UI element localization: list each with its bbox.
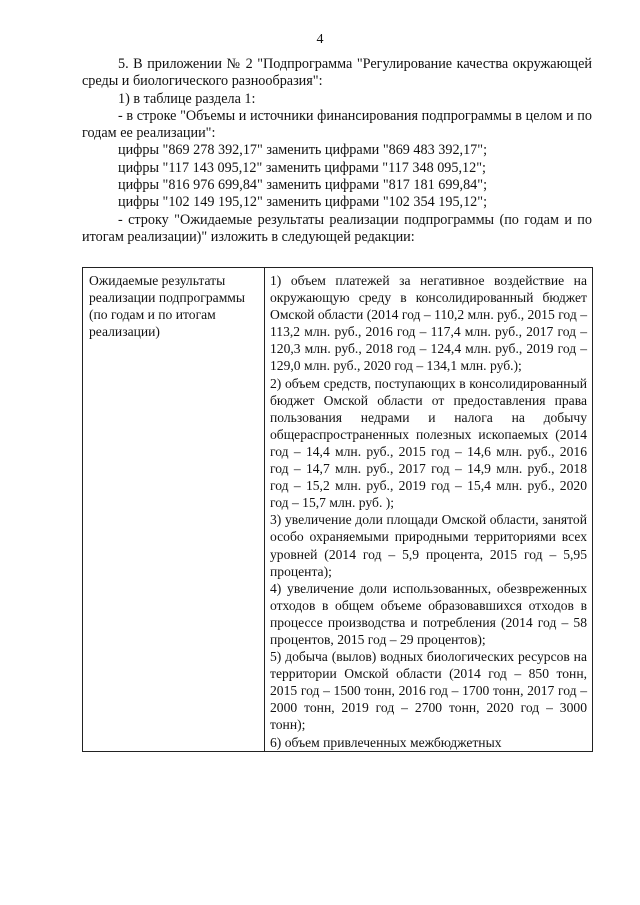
- results-cell: [265, 268, 593, 752]
- row-label-cell: [83, 268, 265, 752]
- replacement-line: цифры "816 976 699,84" заменить цифрами "817 181 699,84";: [118, 177, 488, 194]
- replacement-line: цифры "869 278 392,17" заменить цифрами "869 483 392,17";: [118, 142, 488, 159]
- replacement-line: цифры "102 149 195,12" заменить цифрами "102 354 195,12";: [118, 194, 488, 211]
- row-label: Ожидаемые результаты реализации подпрограммы (по годам и по итогам реализации): [89, 273, 246, 340]
- result-item: 6) объем привлеченных межбюджетных: [270, 734, 502, 750]
- result-item: 1) объем платежей за негативное воздействие на окружающую среду в консолидированный бюджет Омской области (2014 год – 110,2 млн. руб., 2015 год – 113,2 млн. руб., 2016 год – 117,4 млн. руб., 2017 год – 120,3 млн. руб., 2018 год – 124,4 млн. руб., 2019 год – 129,0 млн. руб., 2020 год – 134,1 млн. руб.);: [270, 273, 587, 374]
- result-item: 3) увеличение доли площади Омской области, занятой особо охраняемыми природными территориями всех уровней (2014 год – 5,9 процента, 2015 год – 5,95 процента);: [270, 512, 587, 579]
- page-number: 4: [316, 32, 324, 47]
- table-row: [83, 268, 593, 752]
- paragraph-5: 5. В приложении № 2 "Подпрограмма "Регулирование качества окружающей среды и биологического разнообразия":: [82, 56, 592, 90]
- row-change-instruction: - в строке "Объемы и источники финансирования подпрограммы в целом и по годам ее реализации":: [82, 107, 592, 142]
- result-item: 5) добыча (вылов) водных биологических ресурсов на территории Омской области (2014 год – 850 тонн, 2015 год – 1500 тонн, 2016 год – 1700 тонн, 2017 год – 2000 тонн, 2019 год – 2700 тонн, 2020 год – 3000 тонн);: [270, 649, 587, 733]
- result-item: 2) объем средств, поступающих в консолидированный бюджет Омской области от предоставления права пользования недрами и налога на добычу общераспространенных полезных ископаемых (2014 год – 14,4 млн. руб., 2015 год – 14,6 млн. руб., 2016 год – 14,7 млн. руб., 2017 год – 14,9 млн. руб., 2018 год – 15,2 млн. руб., 2019 год – 15,4 млн. руб., 2020 год – 15,7 млн. руб. );: [270, 375, 587, 511]
- subparagraph-1: 1) в таблице раздела 1:: [118, 90, 256, 107]
- results-table: [82, 267, 593, 752]
- row-replace-instruction: - строку "Ожидаемые результаты реализации подпрограммы (по годам и по итогам реализации)" изложить в следующей редакции:: [82, 211, 592, 245]
- result-item: 4) увеличение доли использованных, обезвреженных отходов в общем объеме образовавшихся отходов в процессе производства и потребления (2014 год – 58 процентов, 2015 год – 29 процентов);: [270, 580, 587, 647]
- replacement-line: цифры "117 143 095,12" заменить цифрами "117 348 095,12";: [118, 159, 486, 176]
- document-body: [82, 56, 592, 246]
